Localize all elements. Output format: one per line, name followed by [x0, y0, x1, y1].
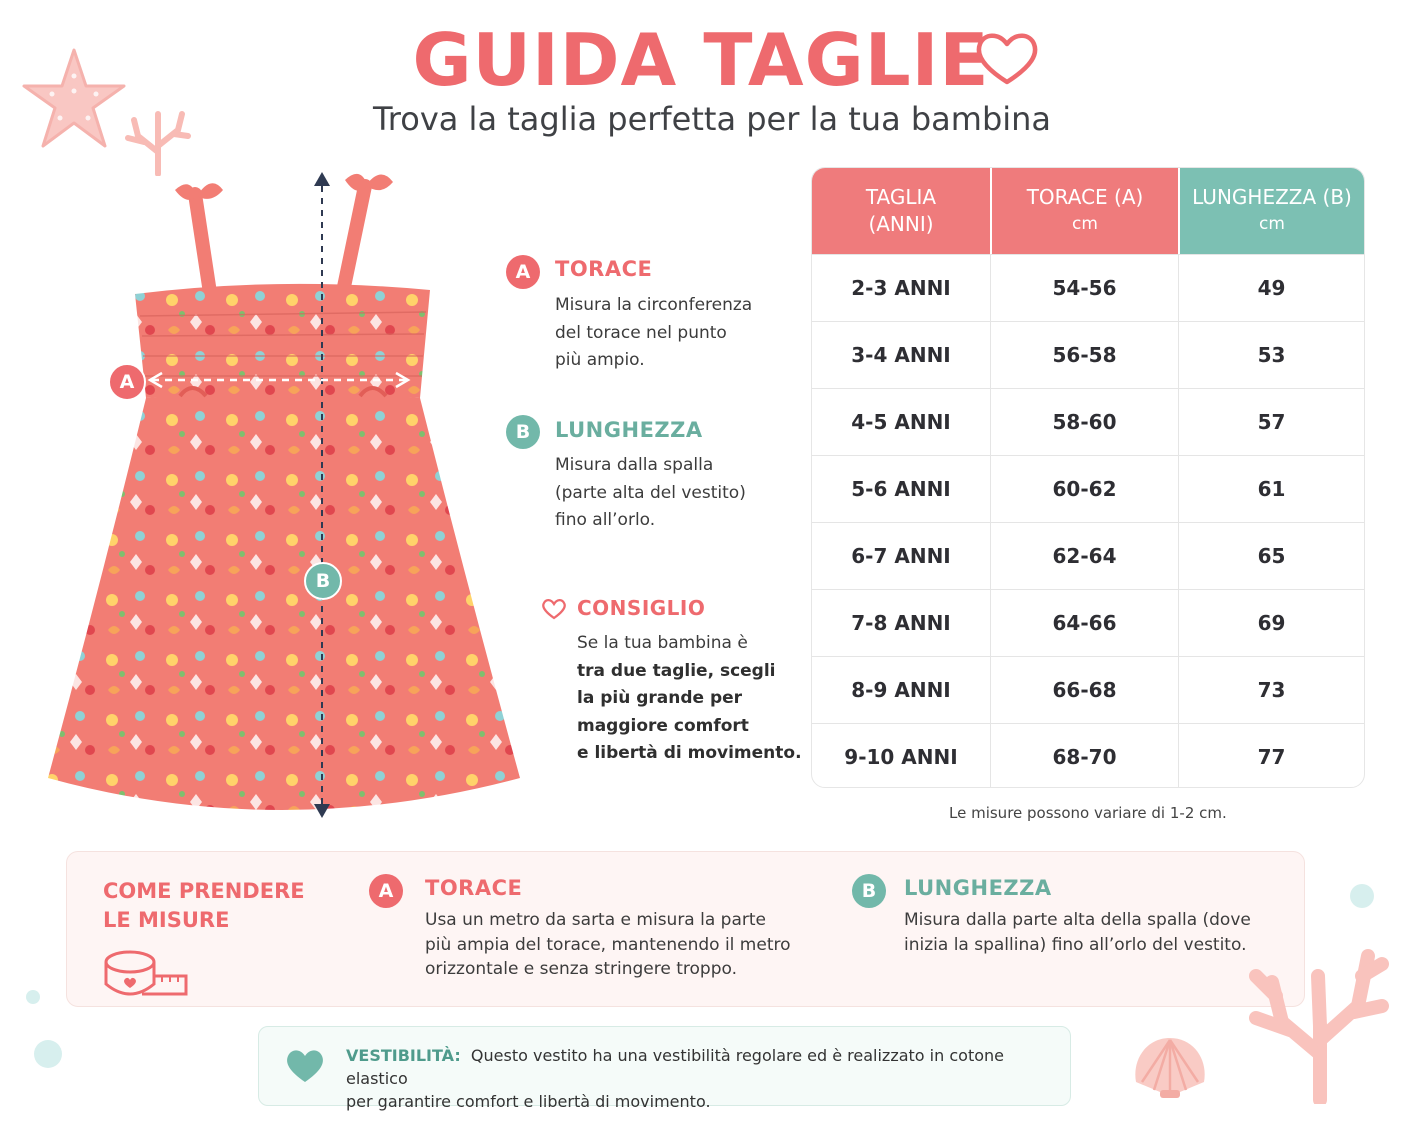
- lunghezza-heading: LUNGHEZZA: [555, 418, 703, 442]
- heart-icon: [284, 1046, 326, 1084]
- table-header: [812, 168, 1364, 254]
- cell-chest: 54-56: [991, 255, 1179, 321]
- cell-size: 3-4 ANNI: [812, 322, 991, 388]
- cell-size: 8-9 ANNI: [812, 657, 991, 723]
- header-taglia: TAGLIA (ANNI): [812, 168, 992, 254]
- howto-lunghezza-heading: LUNGHEZZA: [904, 876, 1052, 900]
- cell-length: 77: [1257, 745, 1286, 769]
- fit-line-1: Questo vestito ha una vestibilità regolare ed è realizzato in cotone elastico: [346, 1046, 1004, 1088]
- table-row: [812, 321, 1364, 388]
- cell-chest: 56-58: [991, 322, 1179, 388]
- page-title: GUIDA TAGLIE: [412, 18, 990, 102]
- table-row: [812, 455, 1364, 522]
- cell-size: 7-8 ANNI: [812, 590, 991, 656]
- torace-badge: A: [506, 255, 540, 289]
- bubble-icon: [26, 990, 40, 1004]
- seashell-icon: [1130, 1032, 1210, 1100]
- coral-icon: [1242, 936, 1392, 1104]
- howto-torace-badge: A: [369, 874, 403, 908]
- fit-text: [346, 1044, 1046, 1113]
- table-row: [812, 656, 1364, 723]
- bubble-icon: [34, 1040, 62, 1068]
- cell-size: 4-5 ANNI: [812, 389, 991, 455]
- howto-torace-text: Usa un metro da sarta e misura la parte più ampia del torace, mantenendo il metro orizzontale e senza stringere troppo.: [425, 910, 791, 979]
- cell-chest: 62-64: [991, 523, 1179, 589]
- cell-chest: 58-60: [991, 389, 1179, 455]
- torace-description: Misura la circonferenza del torace nel punto più ampio.: [555, 295, 753, 370]
- table-row: [812, 723, 1364, 788]
- table-note: Le misure possono variare di 1-2 cm.: [949, 804, 1227, 822]
- fit-label: VESTIBILITÀ:: [346, 1046, 461, 1065]
- heart-icon: [972, 28, 1042, 88]
- tip-description: Se la tua bambina è tra due taglie, scegli la più grande per maggiore comfort e libertà di movimento.: [577, 633, 802, 763]
- cell-size: 9-10 ANNI: [812, 724, 991, 788]
- lunghezza-badge: B: [506, 415, 540, 449]
- lunghezza-description: Misura dalla spalla (parte alta del vestito) fino all’orlo.: [555, 455, 746, 530]
- cell-chest: 60-62: [991, 456, 1179, 522]
- diagram-label-a: A: [108, 363, 146, 401]
- cell-size: 2-3 ANNI: [812, 255, 991, 321]
- table-row: [812, 388, 1364, 455]
- cell-length: 53: [1257, 343, 1286, 367]
- tip-heading: CONSIGLIO: [577, 596, 706, 620]
- torace-heading: TORACE: [555, 257, 653, 281]
- page-subtitle: Trova la taglia perfetta per la tua bambina: [372, 100, 1052, 138]
- table-row: [812, 254, 1364, 321]
- cell-length: 69: [1257, 611, 1286, 635]
- cell-length: 65: [1257, 544, 1286, 568]
- size-table: [811, 167, 1365, 788]
- cell-size: 5-6 ANNI: [812, 456, 991, 522]
- cell-chest: 66-68: [991, 657, 1179, 723]
- cell-chest: 68-70: [991, 724, 1179, 788]
- cell-size: 6-7 ANNI: [812, 523, 991, 589]
- cell-length: 49: [1257, 276, 1286, 300]
- bubble-icon: [1350, 884, 1374, 908]
- fit-line-2: per garantire comfort e libertà di movimento.: [346, 1092, 711, 1111]
- cell-chest: 64-66: [991, 590, 1179, 656]
- cell-length: 73: [1257, 678, 1286, 702]
- cell-length: 57: [1257, 410, 1286, 434]
- howto-torace-heading: TORACE: [425, 876, 523, 900]
- cell-length: 61: [1257, 477, 1286, 501]
- table-row: [812, 522, 1364, 589]
- howto-lunghezza-badge: B: [852, 874, 886, 908]
- dress-illustration: [40, 166, 530, 830]
- header-torace: TORACE (A) cm: [992, 168, 1180, 254]
- table-row: [812, 589, 1364, 656]
- tape-measure-icon: [102, 948, 188, 1002]
- diagram-label-b: B: [304, 562, 342, 600]
- heart-icon: [541, 598, 567, 620]
- header-lunghezza: LUNGHEZZA (B) cm: [1180, 168, 1364, 254]
- howto-lunghezza-text: Misura dalla parte alta della spalla (dove inizia la spallina) fino all’orlo del vestito.: [904, 910, 1251, 955]
- how-to-title: COME PRENDERE LE MISURE: [103, 879, 305, 932]
